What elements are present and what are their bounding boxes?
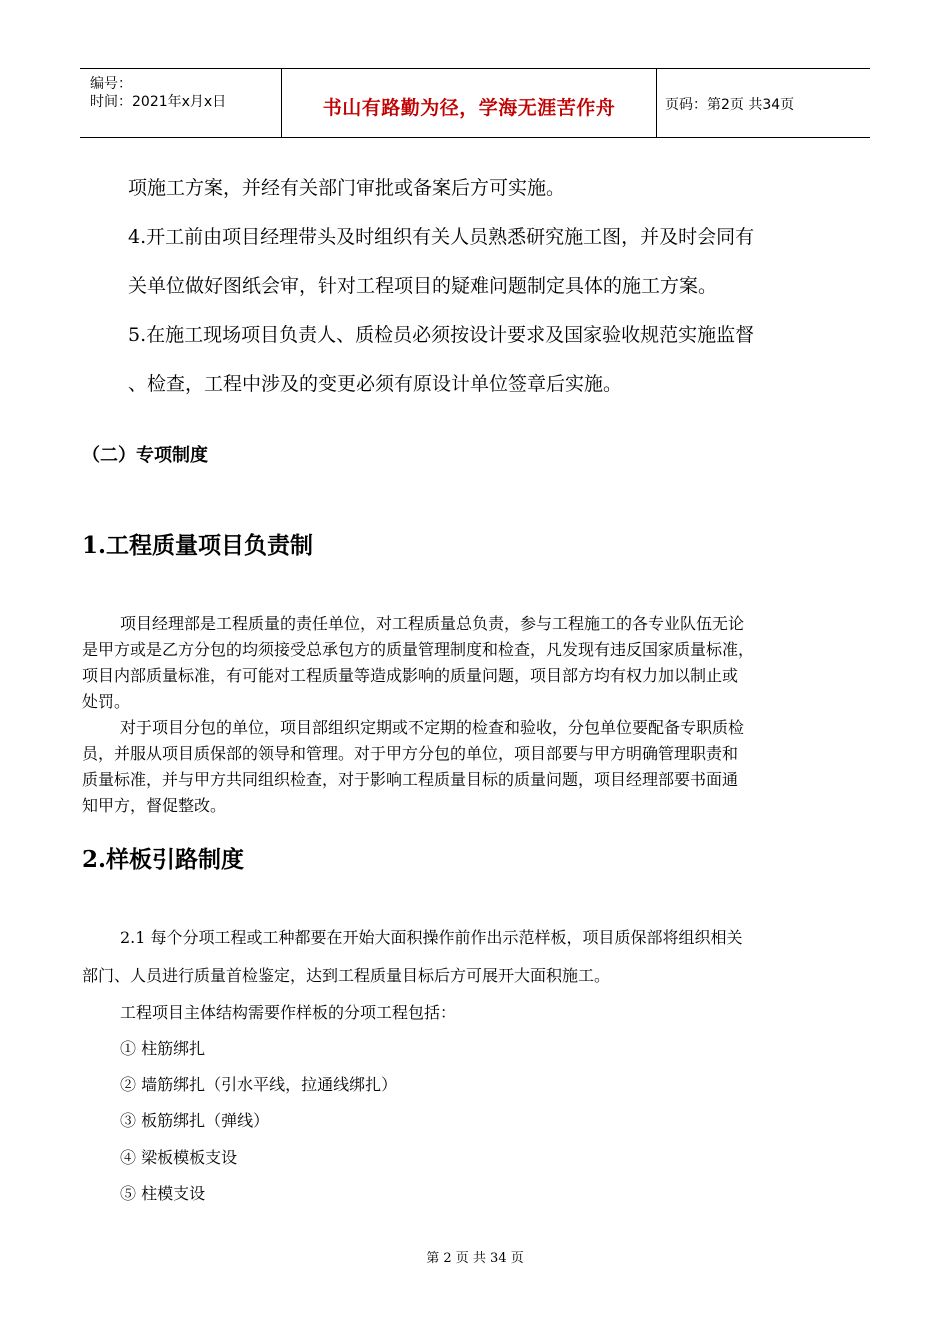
page-footer: 第 2 页 共 34 页 [426,1251,524,1266]
paragraph-line: 是甲方或是乙方分包的均须接受总承包方的质量管理制度和检查，凡发现有违反国家质量标准， [82,640,755,659]
document-date: 时间：2021年x月x日 [90,94,227,110]
paragraph-line: 4.开工前由项目经理带头及时组织有关人员熟悉研究施工图，并及时会同有 [128,226,755,248]
paragraph-line: 项施工方案，并经有关部门审批或备案后方可实施。 [128,177,566,199]
heading-sample-guide: 2.样板引路制度 [82,846,245,873]
page-header [80,68,870,138]
list-item: ④ 梁板模板支设 [120,1148,238,1167]
list-item: ② 墙筋绑扎（引水平线，拉通线绑扎） [120,1075,398,1094]
paragraph-line: 、检查，工程中涉及的变更必须有原设计单位签章后实施。 [128,373,623,395]
paragraph-line: 知甲方，督促整改。 [82,796,227,815]
heading-quality-responsibility: 1.工程质量项目负责制 [82,532,314,559]
section-heading: （二）专项制度 [82,445,208,466]
paragraph-line: 项目经理部是工程质量的责任单位，对工程质量总负责，参与工程施工的各专业队伍无论 [120,614,745,633]
paragraph-line: 关单位做好图纸会审，针对工程项目的疑难问题制定具体的施工方案。 [128,275,718,297]
list-item: ① 柱筋绑扎 [120,1039,206,1058]
paragraph-line: 工程项目主体结构需要作样板的分项工程包括： [120,1003,457,1022]
header-page-cell [657,69,870,137]
list-item: ③ 板筋绑扎（弹线） [120,1111,270,1130]
header-motto-cell [282,69,657,137]
paragraph-line: 项目内部质量标准，有可能对工程质量等造成影响的质量问题，项目部方均有权力加以制止或 [82,666,739,685]
paragraph-line: 处罚。 [82,692,131,711]
paragraph-line: 对于项目分包的单位，项目部组织定期或不定期的检查和验收，分包单位要配备专职质检 [120,718,745,737]
document-number: 编号： [90,76,132,92]
page-info: 页码：第2页 共34页 [665,97,795,113]
header-meta-cell [80,69,282,137]
paragraph-line: 5.在施工现场项目负责人、质检员必须按设计要求及国家验收规范实施监督 [128,324,755,346]
paragraph-line: 部门、人员进行质量首检鉴定，达到工程质量目标后方可展开大面积施工。 [82,966,611,985]
paragraph-line: 2.1 每个分项工程或工种都要在开始大面积操作前作出示范样板，项目质保部将组织相关 [120,928,743,947]
paragraph-line: 员，并服从项目质保部的领导和管理。对于甲方分包的单位，项目部要与甲方明确管理职责和 [82,744,739,763]
motto: 书山有路勤为径，学海无涯苦作舟 [322,97,616,119]
paragraph-line: 质量标准，并与甲方共同组织检查，对于影响工程质量目标的质量问题，项目经理部要书面通 [82,770,739,789]
list-item: ⑤ 柱模支设 [120,1184,206,1203]
